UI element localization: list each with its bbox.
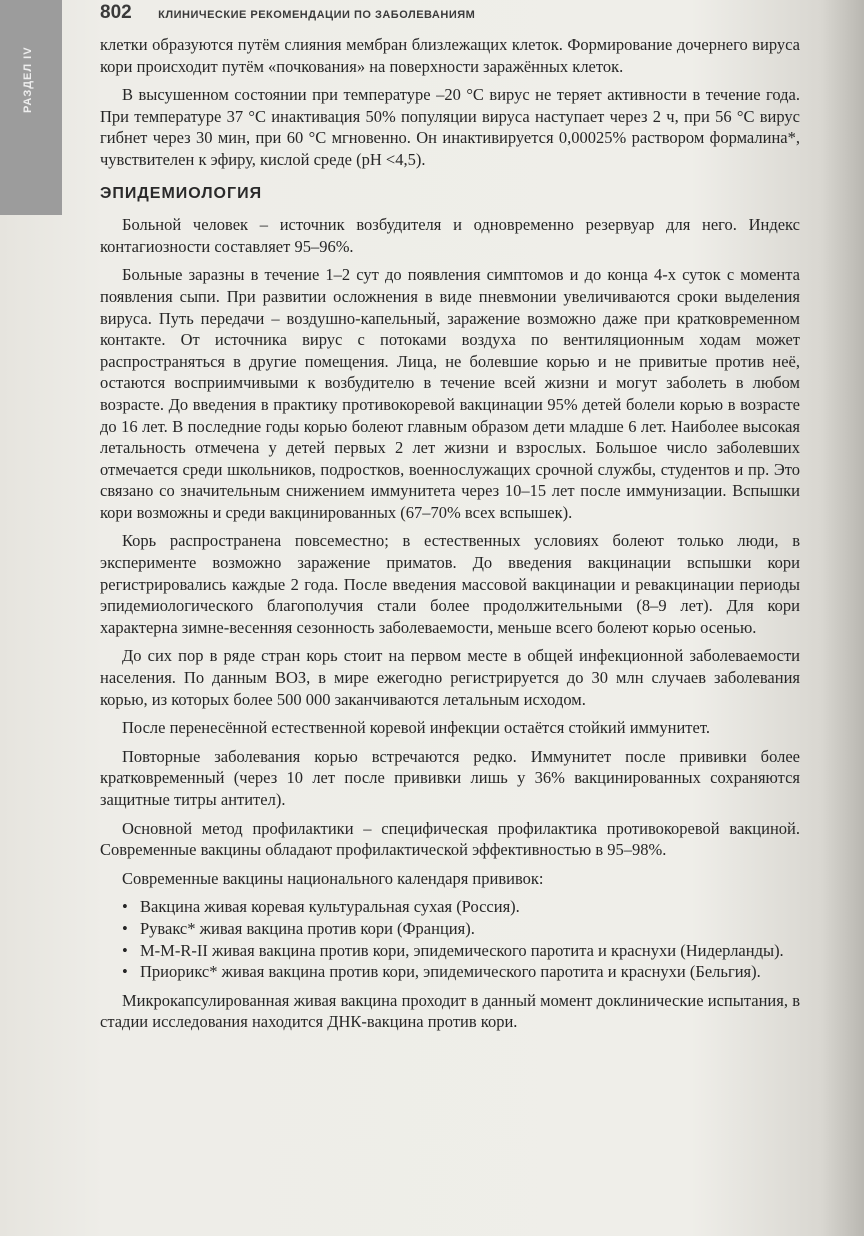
section-heading: ЭПИДЕМИОЛОГИЯ bbox=[100, 184, 263, 202]
body-paragraph: Больные заразны в течение 1–2 сут до появления симптомов и до конца 4-х суток с момента появления сыпи. При развитии осложнения в виде пневмонии увеличиваются сроки выделения вируса. Путь передачи – воздушно-капельный, заражение возможно даже при кратковременном контакте. От источника вирус с потоками воздуха по вентиляционным ходам может распространяться в другие помещения. Лица, не болевшие корью и не привитые против неё, остаются восприимчивыми к возбудителю в течение всей жизни и могут заболеть в любом возрасте. До введения в практику противокоревой вакцинации 95% детей болели корью в возрасте до 16 лет. В последние годы корью болеют главным образом дети младше 6 лет. Наиболее высокая летальность отмечена у детей первых 2 лет жизни и взрослых. Большое число заболевших отмечается среди школьников, подростков, военнослужащих срочной службы, студентов и пр. Это связано со значительным снижением иммунитета через 10–15 лет после иммунизации. Вспышки кори возможны и среди вакцинированных (67–70% всех вспышек). bbox=[100, 265, 800, 522]
closing-paragraph: Микрокапсулированная живая вакцина проходит в данный момент доклинические испытания, в стадии исследования находится ДНК-вакцина против кори. bbox=[100, 990, 800, 1032]
intro-paragraph: клетки образуются путём слияния мембран близлежащих клеток. Формирование дочернего вируса кори происходит путём «почкования» на поверхности заражённых клеток. bbox=[100, 35, 800, 76]
section-side-tab bbox=[0, 0, 62, 215]
side-tab-label: РАЗДЕЛ IV bbox=[22, 46, 34, 114]
list-item: • Приорикс* живая вакцина против кори, эпидемического паротита и краснухи (Бельгия). bbox=[100, 961, 800, 983]
body-paragraph: После перенесённой естественной коревой инфекции остаётся стойкий иммунитет. bbox=[122, 718, 710, 738]
body-paragraph: До сих пор в ряде стран корь стоит на первом месте в общей инфекционной заболеваемости населения. По данным ВОЗ, в мире ежегодно регистрируется до 30 млн случаев заболевания корью, из которых более 500 000 заканчиваются летальным исходом. bbox=[100, 646, 800, 709]
body-paragraph: Корь распространена повсеместно; в естественных условиях болеют только люди, в эксперименте возможно заражение приматов. До введения вакцинации вспышки кори регистрировались каждые 2 года. После введения массовой вакцинации и ревакцинации периоды эпидемиологического благополучия стали более продолжительными (8–9 лет). Для кори характерна зимне-весенняя сезонность заболеваемости, меньше всего болеют корью осенью. bbox=[100, 531, 800, 637]
body-paragraph: Больной человек – источник возбудителя и одновременно резервуар для него. Индекс контагиозности составляет 95–96%. bbox=[100, 215, 800, 256]
page-number: 802 bbox=[100, 2, 132, 23]
vaccine-list bbox=[100, 896, 800, 982]
running-head-title: КЛИНИЧЕСКИЕ РЕКОМЕНДАЦИИ ПО ЗАБОЛЕВАНИЯМ bbox=[158, 9, 476, 21]
vaccine-list-intro: Современные вакцины национального календаря прививок: bbox=[122, 868, 544, 888]
intro-paragraph: В высушенном состоянии при температуре –20 °С вирус не теряет активности в течение года. При температуре 37 °С инактивация 50% популяции вируса наступает через 2 ч, при 56 °С вирус гибнет через 30 мин, при 60 °С мгновенно. Он инактивируется 0,00025% раствором формалина*, чувствителен к эфиру, кислой среде (pH <4,5). bbox=[100, 85, 800, 169]
list-item: • M-M-R-II живая вакцина против кори, эпидемического паротита и краснухи (Нидерланды). bbox=[100, 940, 800, 962]
list-item: • Рувакс* живая вакцина против кори (Франция). bbox=[100, 918, 800, 940]
page-content bbox=[100, 34, 800, 1040]
running-head bbox=[100, 2, 800, 26]
body-paragraph: Повторные заболевания корью встречаются редко. Иммунитет после прививки более кратковременный (через 10 лет после прививки лишь у 36% вакцинированных сохраняются защитные титры антител). bbox=[100, 746, 800, 809]
list-item: • Вакцина живая коревая культуральная сухая (Россия). bbox=[100, 896, 800, 918]
body-paragraph: Основной метод профилактики – специфическая профилактика противокоревой вакциной. Современные вакцины обладают профилактической эффективностью в 95–98%. bbox=[100, 818, 800, 860]
